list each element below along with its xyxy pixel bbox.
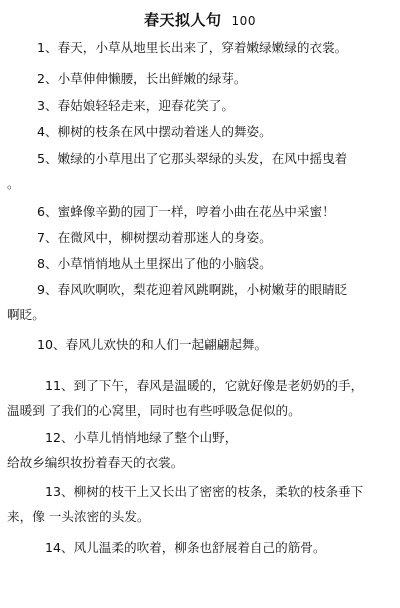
sentence-line: 14、风儿温柔的吹着，柳条也舒展着自己的筋骨。 bbox=[45, 540, 326, 555]
sentence-line: 8、小草悄悄地从土里探出了他的小脑袋。 bbox=[37, 256, 272, 271]
sentence-line: 3、春姑娘轻轻走来，迎春花笑了。 bbox=[37, 98, 234, 113]
sentence-line: 2、小草伸伸懒腰，长出鲜嫩的绿芽。 bbox=[37, 71, 247, 86]
page-title bbox=[0, 9, 400, 30]
sentence-line: 1、春天，小草从地里长出来了，穿着嫩绿嫩绿的衣裳。 bbox=[37, 40, 348, 55]
sentence-line: 7、在微风中，柳树摆动着那迷人的身姿。 bbox=[37, 230, 272, 245]
title-text: 春天拟人句 bbox=[144, 11, 222, 29]
sentence-line: 11、到了下午，春风是温暖的，它就好像是老奶奶的手， bbox=[45, 378, 364, 393]
sentence-line: 13、柳树的枝干上又长出了密密的枝条，柔软的枝条垂下 bbox=[45, 484, 364, 499]
sentence-line-continuation: 啊眨。 bbox=[7, 307, 45, 322]
sentence-line-continuation: 。 bbox=[7, 176, 20, 191]
sentence-line: 4、柳树的枝条在风中摆动着迷人的舞姿。 bbox=[37, 124, 272, 139]
sentence-line: 12、小草儿悄悄地绿了整个山野， bbox=[45, 430, 238, 445]
sentence-line: 9、春风吹啊吹，梨花迎着风跳啊跳，小树嫩芽的眼睛眨 bbox=[37, 282, 348, 297]
sentence-line: 5、嫩绿的小草甩出了它那头翠绿的头发，在风中摇曳着 bbox=[37, 151, 348, 166]
sentence-line-continuation: 温暖到 了我们的心窝里，同时也有些呼吸急促似的。 bbox=[7, 403, 301, 418]
sentence-line-continuation: 给故乡编织妆扮着春天的衣裳。 bbox=[7, 455, 184, 470]
sentence-line-continuation: 来，像 一头浓密的头发。 bbox=[7, 509, 150, 524]
sentence-line: 10、春风儿欢快的和人们一起翩翩起舞。 bbox=[37, 337, 268, 352]
title-number: 100 bbox=[231, 14, 256, 28]
sentence-line: 6、蜜蜂像辛勤的园丁一样，哼着小曲在花丛中采蜜！ bbox=[37, 204, 335, 219]
